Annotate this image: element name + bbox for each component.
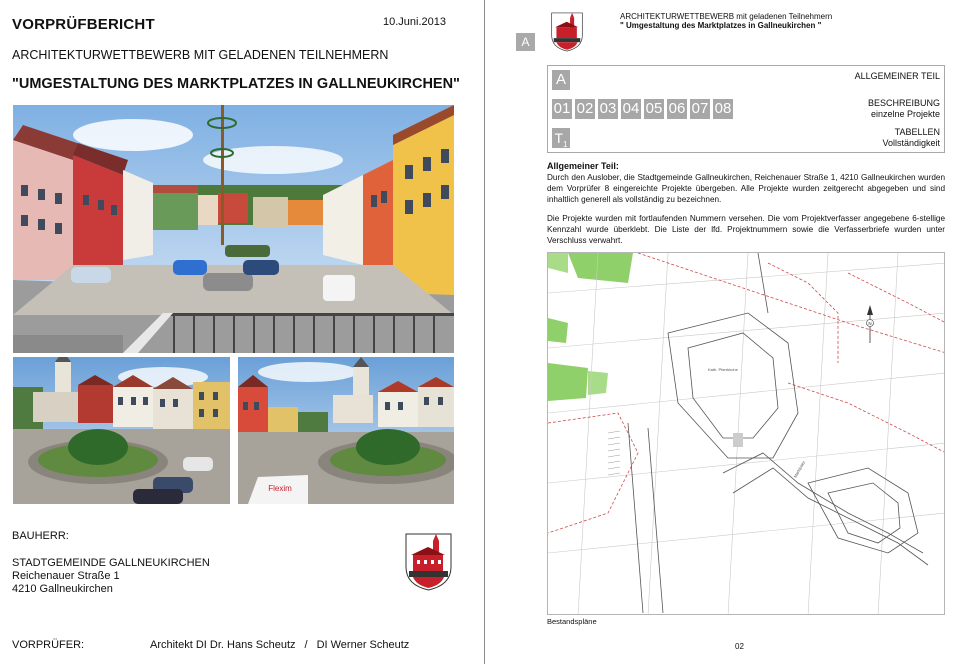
client-address bbox=[12, 557, 210, 596]
site-plan-map bbox=[547, 252, 945, 615]
header-competition: ARCHITEKTURWETTBEWERB mit geladenen Teilnehmern bbox=[620, 12, 833, 21]
north-label: N bbox=[868, 321, 872, 326]
town-crest-logo bbox=[405, 533, 452, 591]
project-title: "UMGESTALTUNG DES MARKTPLATZES IN GALLNEUKIRCHEN" bbox=[12, 76, 460, 92]
vorpruefer-names bbox=[150, 639, 409, 651]
nav-label-tables bbox=[882, 127, 940, 149]
client-street: Reichenauer Straße 1 bbox=[12, 570, 120, 582]
nav-label-tables-1: TABELLEN bbox=[894, 127, 940, 137]
paragraph-numbering: Die Projekte wurden mit fortlaufenden Nummern versehen. Die vom Projektverfasser angegebene 6-stellige Kennzahl wurde überklebt. Die Liste der lfd. Projektnummern sowie die Verfasserbriefe wurden unter Verschluss verwahrt. bbox=[547, 214, 945, 245]
square-roundabout-photo-left bbox=[13, 357, 230, 504]
map-label-church: Kath. Pfarrkirche bbox=[708, 367, 738, 372]
nav-tile-08[interactable]: 08 bbox=[714, 100, 732, 117]
section-navigation bbox=[547, 65, 945, 153]
section-badge: A bbox=[516, 33, 535, 51]
nav-tile-03[interactable]: 03 bbox=[599, 100, 617, 117]
nav-label-description-1: BESCHREIBUNG bbox=[867, 98, 940, 108]
nav-tile-06[interactable]: 06 bbox=[668, 100, 686, 117]
report-page-02 bbox=[485, 0, 969, 664]
header-project: " Umgestaltung des Marktplatzes in Gallneukirchen " bbox=[620, 21, 822, 30]
map-label-square: Marktplatz bbox=[792, 460, 807, 479]
client-city: 4210 Gallneukirchen bbox=[12, 583, 113, 595]
nav-tile-t-sub: 1 bbox=[563, 139, 568, 149]
competition-subtitle: ARCHITEKTURWETTBEWERB MIT GELADENEN TEILNEHMERN bbox=[12, 48, 389, 62]
market-square-photo bbox=[13, 105, 454, 353]
paragraph-submission: Durch den Auslober, die Stadtgemeinde Gallneukirchen, Reichenauer Straße 1, 4210 Gallneukirchen wurden dem Vorprüfer 8 eingereichte Projekte übergeben. Alle Projekte wurden zeitgerecht abgegeben und sind inhaltlich generell als vollständig zu bezeichnen. bbox=[547, 173, 945, 204]
section-heading: Allgemeiner Teil: bbox=[547, 161, 619, 171]
nav-tile-a[interactable]: A bbox=[552, 70, 570, 90]
vorpruefer-separator: / bbox=[304, 639, 308, 651]
nav-tile-t-letter: T bbox=[554, 130, 564, 146]
nav-tile-t1[interactable] bbox=[552, 128, 570, 148]
photo-sign-text: Flexim bbox=[268, 484, 292, 493]
report-date: 10.Juni.2013 bbox=[383, 16, 446, 28]
vorpruefer-label: VORPRÜFER: bbox=[12, 639, 85, 651]
town-crest-logo-small bbox=[551, 12, 583, 52]
nav-tile-01[interactable]: 01 bbox=[553, 100, 571, 117]
page-number: 02 bbox=[735, 642, 744, 651]
vorpruefer-name-1: Architekt DI Dr. Hans Scheutz bbox=[150, 639, 296, 651]
nav-label-description bbox=[868, 98, 940, 120]
nav-label-description-2: einzelne Projekte bbox=[870, 109, 940, 119]
nav-tile-02[interactable]: 02 bbox=[576, 100, 594, 117]
map-caption: Bestandspläne bbox=[547, 617, 597, 626]
nav-tile-07[interactable]: 07 bbox=[691, 100, 709, 117]
vorpruefer-name-2: DI Werner Scheutz bbox=[316, 639, 410, 651]
nav-label-tables-2: Vollständigkeit bbox=[882, 138, 940, 148]
nav-label-general: ALLGEMEINER TEIL bbox=[854, 71, 940, 81]
report-title: VORPRÜFBERICHT bbox=[12, 16, 155, 33]
nav-tile-05[interactable]: 05 bbox=[645, 100, 663, 117]
cover-page bbox=[0, 0, 484, 664]
bauherr-label: BAUHERR: bbox=[12, 530, 69, 542]
square-roundabout-photo-right bbox=[238, 357, 454, 504]
client-name: STADTGEMEINDE GALLNEUKIRCHEN bbox=[12, 557, 210, 569]
nav-tile-04[interactable]: 04 bbox=[622, 100, 640, 117]
